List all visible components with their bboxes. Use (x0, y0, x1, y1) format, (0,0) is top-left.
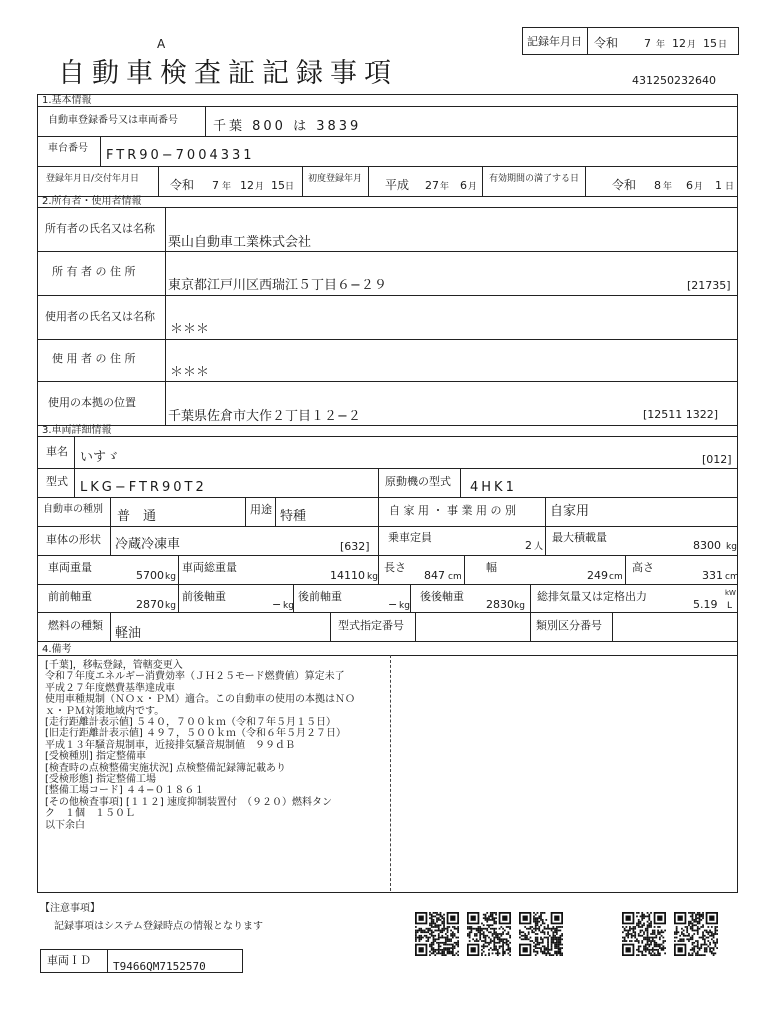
vehicle-weight-label: 車両重量 (48, 561, 92, 574)
remarks-line: 使用車種規制（ＮＯｘ・ＰＭ）適合。この自動車の使用の本拠はＮＯ (45, 694, 355, 706)
gross-weight-value: 14110 (330, 569, 365, 582)
expiry-date-label: 有効期間の満了する日 (489, 174, 580, 184)
section-basic-heading: 1.基本情報 (42, 95, 92, 106)
document-number: 431250232640 (632, 74, 716, 87)
capacity-unit: 人 (534, 542, 544, 552)
remarks-line: 平成２７年度燃費基準達成車 (45, 682, 175, 694)
use-label: 用途 (250, 503, 272, 516)
displacement-label: 総排気量又は定格出力 (537, 590, 647, 603)
owner-address-label: 所 有 者 の 住 所 (52, 265, 136, 278)
fuel-type-label: 燃料の種類 (48, 619, 103, 632)
engine-model-value: 4HK1 (470, 480, 517, 495)
remarks-line: 以下余白 (45, 819, 85, 831)
registration-date-label: 登録年月日/交付年月日 (46, 174, 140, 184)
length-label: 長さ (384, 561, 406, 574)
capacity-value: 2 (525, 539, 532, 552)
maker-value: いすゞ (80, 450, 120, 465)
remarks-line: 令和７年度エネルギー消費効率（ＪＨ２５モード燃費値）算定未了 (45, 671, 345, 683)
max-load-label: 最大積載量 (552, 531, 607, 544)
user-address-value: ＊＊＊ (170, 365, 210, 380)
section-owner-heading: 2.所有者・使用者情報 (42, 196, 142, 207)
body-shape-code: [632] (340, 540, 370, 553)
purpose-value: 自家用 (550, 504, 590, 519)
width-value: 249 (587, 569, 608, 582)
height-value: 331 (702, 569, 723, 582)
fuel-type-value: 軽油 (115, 626, 142, 641)
vehicle-kind-label: 自動車の種別 (43, 504, 103, 515)
rear-front-axle-label: 後前軸重 (298, 590, 342, 603)
front-front-axle-label: 前前軸重 (48, 590, 92, 603)
engine-model-label: 原動機の型式 (385, 475, 451, 488)
remarks-line: [受検種別] 指定整備車 (45, 751, 146, 763)
user-name-label: 使用者の氏名又は名称 (45, 310, 155, 323)
length-value: 847 (424, 569, 445, 582)
section-remarks-heading: 4.備考 (42, 644, 72, 655)
front-front-axle-value: 2870 (136, 598, 164, 611)
record-date-label: 記録年月日 (527, 35, 582, 48)
maker-label: 車名 (46, 445, 68, 458)
max-load-value: 8300 (693, 539, 721, 552)
vehicle-id-label: 車両ＩＤ (47, 954, 91, 967)
model-value: LKG−FTR90T2 (80, 480, 207, 495)
gross-weight-label: 車両総重量 (182, 561, 237, 574)
rear-front-axle-value: − (388, 598, 398, 611)
chassis-number-label: 車台番号 (48, 143, 88, 154)
width-label: 幅 (486, 561, 497, 574)
vehicle-weight-value: 5700 (136, 569, 164, 582)
remarks-line: 平成１３年騒音規制車，近接排気騒音規制値 ９９ｄＢ (45, 739, 295, 751)
user-name-value: ＊＊＊ (170, 322, 210, 337)
notes-text: 記録事項はシステム登録時点の情報となります (54, 921, 263, 932)
remarks-line: [その他検査事項] [１１２] 速度抑制装置付 （９２０）燃料タン (45, 796, 332, 808)
height-label: 高さ (632, 561, 654, 574)
body-shape-label: 車体の形状 (46, 533, 101, 546)
owner-address-code: [21735] (687, 279, 731, 292)
qr-code-icon (415, 912, 459, 956)
purpose-label: 自 家 用 ・ 事 業 用 の 別 (389, 504, 516, 517)
page-title: 自動車検査証記録事項 (58, 58, 398, 89)
remarks-line: [検査時の点検整備実施状況] 点検整備記録簿記載あり (45, 762, 286, 774)
remarks-line: [整備工場コード] ４４−０１８６１ (45, 785, 205, 797)
rear-rear-axle-label: 後後軸重 (420, 590, 464, 603)
base-location-code: [12511 1322] (643, 408, 719, 421)
displacement-value: 5.19 (693, 598, 718, 611)
first-registration-label: 初度登録年月 (308, 174, 363, 184)
qr-code-icon (519, 912, 563, 956)
front-rear-axle-value: − (272, 598, 282, 611)
qr-code-icon (674, 912, 718, 956)
owner-name-label: 所有者の氏名又は名称 (45, 222, 155, 235)
qr-code-icon (622, 912, 666, 956)
body-shape-value: 冷蔵冷凍車 (115, 537, 181, 552)
front-rear-axle-label: 前後軸重 (182, 590, 226, 603)
vehicle-id-value: T9466QM7152570 (113, 960, 206, 973)
class-number-label: 類別区分番号 (536, 619, 602, 632)
remarks-line: [千葉]，移転登録，管轄変更入 (45, 660, 183, 671)
chassis-number-value: FTR90−7004331 (106, 148, 255, 163)
registration-number-label: 自動車登録番号又は車両番号 (48, 115, 178, 126)
remarks-line: [旧走行距離計表示値] ４９７，５００ｋｍ（令和６年５月２７日） (45, 728, 346, 740)
remarks-line: [受検形態] 指定整備工場 (45, 774, 156, 786)
section-vehicle-heading: 3.車両詳細情報 (42, 425, 112, 436)
qr-code-icon (467, 912, 511, 956)
remarks-line: ｘ・ＰＭ対策地域内です。 (45, 705, 165, 717)
model-label: 型式 (46, 475, 68, 488)
type-designation-label: 型式指定番号 (338, 619, 404, 632)
notes-heading: 【注意事項】 (40, 903, 100, 914)
remarks-line: ク １個 １５０Ｌ (45, 808, 135, 820)
max-load-unit: kg (726, 542, 737, 552)
maker-code: [012] (702, 453, 732, 466)
vehicle-kind-value: 普 通 (117, 509, 157, 524)
remarks-text (45, 660, 355, 831)
use-value: 特種 (280, 509, 307, 524)
registration-number-value: 千葉 800 は 3839 (213, 119, 362, 134)
remarks-line: [走行距離計表示値] ５４０，７００ｋｍ（令和７年５月１５日） (45, 717, 336, 729)
owner-name-value: 栗山自動車工業株式会社 (168, 235, 312, 250)
user-address-label: 使 用 者 の 住 所 (52, 352, 136, 365)
base-location-label: 使用の本拠の位置 (48, 396, 136, 409)
base-location-value: 千葉県佐倉市大作２丁目１２−２ (168, 409, 361, 424)
page-mark: A (157, 37, 166, 51)
capacity-label: 乗車定員 (388, 531, 432, 544)
rear-rear-axle-value: 2830 (486, 598, 514, 611)
owner-address-value: 東京都江戸川区西瑞江５丁目６−２９ (168, 278, 387, 293)
